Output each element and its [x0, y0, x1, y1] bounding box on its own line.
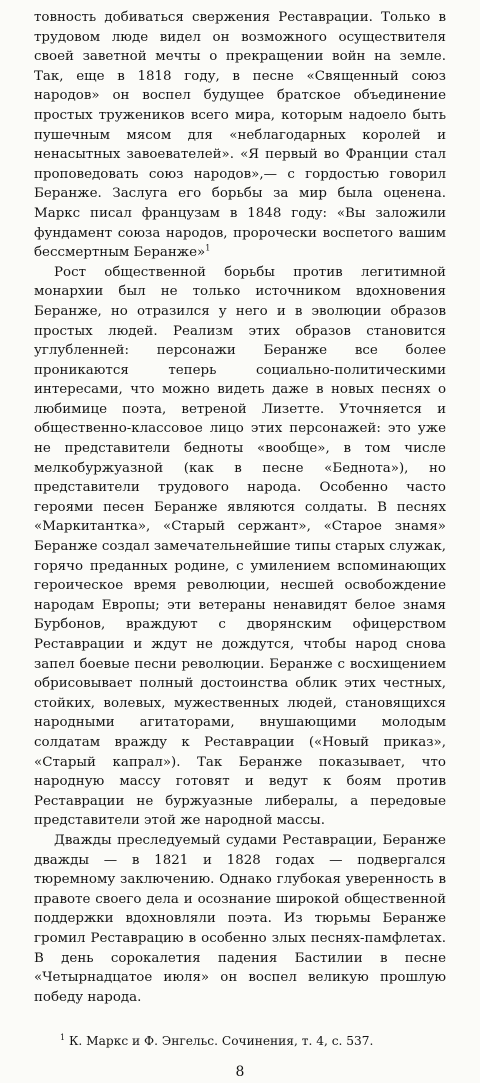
- footnote-mark: 1: [60, 1033, 66, 1043]
- footnote: [34, 1033, 446, 1049]
- document-page: [34, 8, 446, 1083]
- footnote-reference: 1: [205, 243, 211, 253]
- paragraph-2: Рост общественной борьбы против легитимной монархии был не только источником вдохновения Беранже, но отразился у него и в эволюции образов простых людей. Реализм этих образов становится углубленней: персонажи Беранже все более проникаются теперь социально-политическими интересами, что можно видеть даже в новых песнях о любимице поэта, ветреной Лизетте. Уточняется и общественно-классовое лицо этих персонажей: это уже не представители бедноты «вообще», в том числе мелкобуржуазной (как в песне «Беднота»), но представители трудового народа. Особенно часто героями песен Беранже являются солдаты. В песнях «Маркитантка», «Старый сержант», «Старое знамя» Беранже создал замечательнейшие типы старых служак, горячо преданных родине, с умилением вспоминающих героическое время революции, несшей освобождение народам Европы; эти ветераны ненавидят белое знамя Бурбонов, враждуют с дворянским офицерством Реставрации и ждут не дождутся, чтобы народ снова запел боевые песни революции. Беранже с восхищением обрисовывает полный достоинства облик этих честных, стойких, волевых, мужественных людей, становящихся народными агитаторами, внушающими молодым солдатам вражду к Реставрации («Новый приказ», «Старый капрал»). Так Беранже показывает, что народную массу готовят и ведут к боям против Реставрации не буржуазные либералы, а передовые представители этой же народной массы.: [34, 264, 446, 829]
- paragraph-3: Дважды преследуемый судами Реставрации, Беранже дважды — в 1821 и 1828 годах — подвергался тюремному заключению. Однако глубокая уверенность в правоте своего дела и осознание широкой общественной поддержки вдохновляли поэта. Из тюрьмы Беранже громил Реставрацию в особенно злых песнях-памфлетах. В день сорокалетия падения Бастилии в песне «Четырнадцатое июля» он воспел великую прошлую победу народа.: [34, 832, 446, 1005]
- paragraph-1-text: товность добиваться свержения Реставрации. Только в трудовом люде видел он возможного осуществителя своей заветной мечты о прекращении войн на земле. Так, еще в 1818 году, в песне «Священный союз народов» он воспел будущее братское объединение простых тружеников всего мира, которым надоело быть пушечным мясом для «неблагодарных королей и ненасытных завоевателей». «Я первый во Франции стал проповедовать союз народов»,— с гордостью говорил Беранже. Заслуга его борьбы за мир была оценена. Маркс писал французам в 1848 году: «Вы заложили фундамент союза народов, пророчески воспетого вашим бессмертным Беранже»: [34, 10, 446, 261]
- paragraph-1: [34, 8, 446, 263]
- footnote-text: К. Маркс и Ф. Энгельс. Сочинения, т. 4, с. 537.: [68, 1034, 374, 1049]
- page-number: 8: [235, 1064, 245, 1081]
